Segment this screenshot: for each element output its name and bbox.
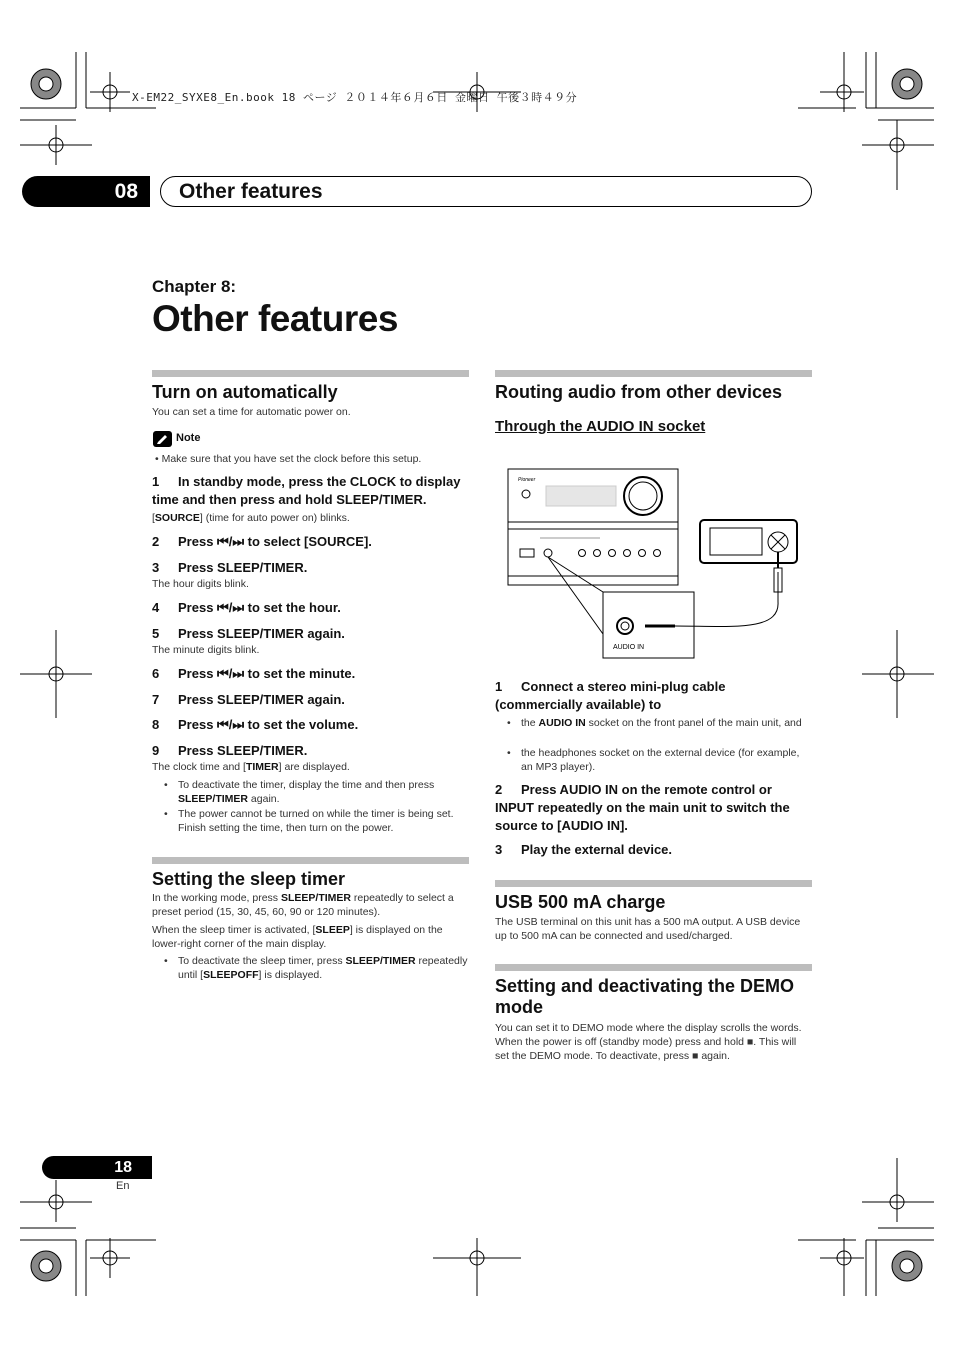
page-number: 18 xyxy=(42,1156,152,1179)
routing-bullet-1: • the AUDIO IN socket on the front panel of the main unit, and xyxy=(495,716,813,730)
audio-in-diagram-label: AUDIO IN xyxy=(613,644,645,651)
usb-text: The USB terminal on this unit has a 500 mA output. A USB device up to 500 mA can be connected and used/charged. xyxy=(495,916,801,942)
step-2: 2 Press ⏮/⏭ to select [SOURCE]. xyxy=(152,534,372,549)
sleep-bullet: • To deactivate the sleep timer, press SLEEP/TIMER repeatedly until [SLEEPOFF] is displayed. xyxy=(152,954,470,982)
turn-on-intro: You can set a time for automatic power on. xyxy=(152,406,351,418)
step-6: 6 Press ⏮/⏭ to set the minute. xyxy=(152,666,356,681)
svg-text:Pioneer: Pioneer xyxy=(518,477,536,483)
chapter-title: Other features xyxy=(152,298,398,339)
sleep-para-1: In the working mode, press SLEEP/TIMER repeatedly to select a preset period (15, 30, 45, 60, 90 or 120 minutes). xyxy=(152,892,454,918)
print-header: X-EM22_SYXE8_En.book 18 ページ ２０１４年６月６日 金曜日 午後３時４９分 xyxy=(132,91,578,104)
step-9: 9 Press SLEEP/TIMER. xyxy=(152,743,308,758)
section-rule xyxy=(495,370,812,377)
section-rule xyxy=(152,857,469,864)
routing-bullet-2: • the headphones socket on the external device (for example, an MP3 player). xyxy=(495,746,813,774)
routing-step-2: 2 Press AUDIO IN on the remote control or INPUT repeatedly on the main unit to switch the source to [AUDIO IN]. xyxy=(495,782,790,833)
page-language: En xyxy=(116,1180,130,1192)
note-text: • Make sure that you have set the clock before this setup. xyxy=(155,453,422,465)
usb-heading: USB 500 mA charge xyxy=(495,892,666,912)
routing-step-3: 3 Play the external device. xyxy=(495,842,673,857)
step-8: 8 Press ⏮/⏭ to set the volume. xyxy=(152,717,359,732)
chapter-number-tab: 08 xyxy=(22,176,150,207)
demo-text: You can set it to DEMO mode where the display scrolls the words. When the power is off (standby mode) press and hold ■. This will set the DEMO mode. To deactivate, press ■ again. xyxy=(495,1022,802,1062)
step-5-note: The minute digits blink. xyxy=(152,644,260,656)
note-label: Note xyxy=(176,432,201,444)
step-9-note: The clock time and [TIMER] are displayed. xyxy=(152,761,350,773)
turn-on-heading: Turn on automatically xyxy=(152,382,338,402)
step-1-note: [SOURCE] (time for auto power on) blinks. xyxy=(152,512,350,524)
note-icon xyxy=(153,431,172,447)
section-rule xyxy=(495,880,812,887)
sleep-heading: Setting the sleep timer xyxy=(152,869,346,889)
step-3-note: The hour digits blink. xyxy=(152,578,249,590)
audio-in-connection-diagram xyxy=(500,462,810,664)
chapter-title-bar: Other features xyxy=(160,176,812,207)
sleep-para-2: When the sleep timer is activated, [SLEEP] is displayed on the lower-right corner of the main display. xyxy=(152,924,443,950)
section-rule xyxy=(152,370,469,377)
routing-step-1: 1 Connect a stereo mini-plug cable (commercially available) to xyxy=(495,679,726,712)
step-5: 5 Press SLEEP/TIMER again. xyxy=(152,626,345,641)
demo-heading: Setting and deactivating the DEMO mode xyxy=(495,976,795,1017)
timer-bullet-2: • The power cannot be turned on while the timer is being set. Finish setting the time, then turn on the power. xyxy=(152,807,470,835)
section-rule xyxy=(495,964,812,971)
step-3: 3 Press SLEEP/TIMER. xyxy=(152,560,308,575)
routing-heading: Routing audio from other devices xyxy=(495,382,783,402)
step-7: 7 Press SLEEP/TIMER again. xyxy=(152,692,345,707)
timer-bullet-1: • To deactivate the timer, display the time and then press SLEEP/TIMER again. xyxy=(152,778,470,806)
chapter-label: Chapter 8: xyxy=(152,277,237,296)
audio-in-subheading: Through the AUDIO IN socket xyxy=(495,418,706,435)
step-1: 1 In standby mode, press the CLOCK to display time and then press and hold SLEEP/TIMER. xyxy=(152,474,461,507)
step-4: 4 Press ⏮/⏭ to set the hour. xyxy=(152,600,341,615)
